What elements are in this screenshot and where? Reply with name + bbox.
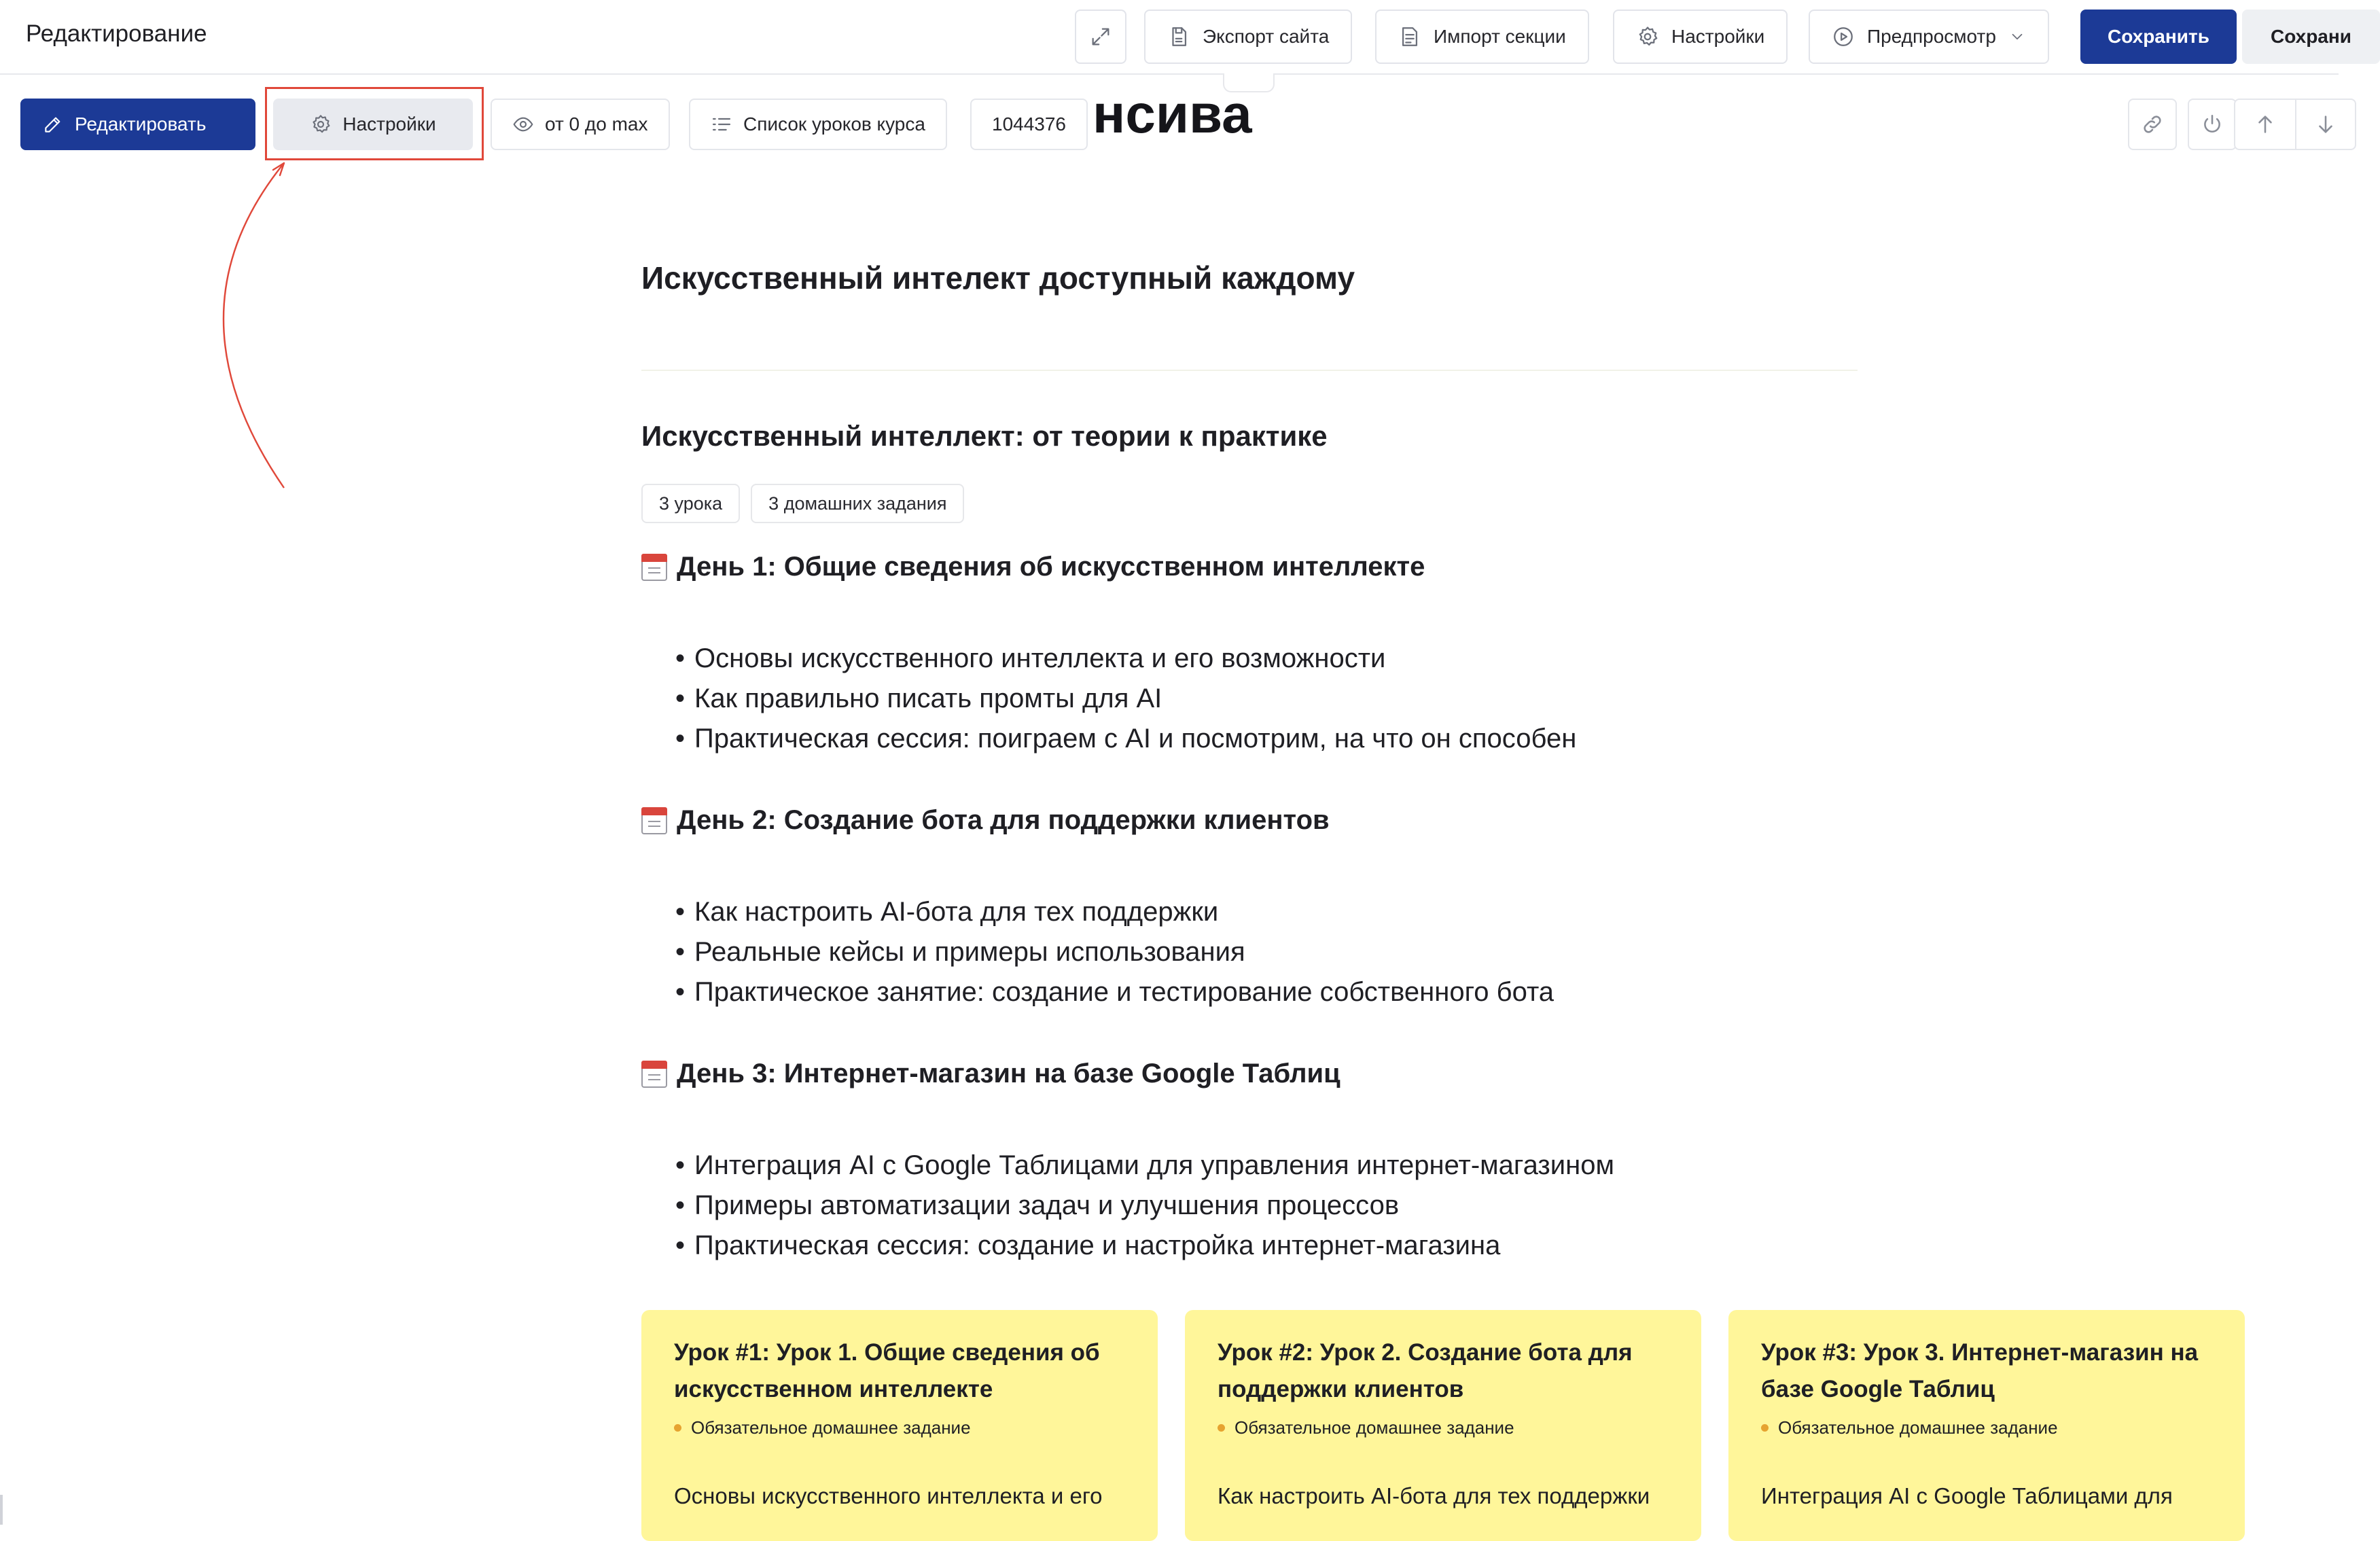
- section-settings-button[interactable]: [273, 99, 473, 150]
- homework-badge-label: Обязательное домашнее задание: [1778, 1417, 2058, 1438]
- list-item: • Интеграция AI с Google Таблицами для управления интернет-магазином: [675, 1146, 1614, 1186]
- link-icon: [2141, 113, 2164, 136]
- reorder-controls: [2234, 99, 2356, 150]
- lesson-title: Урок #3: Урок 3. Интернет-магазин на базе Google Таблиц: [1761, 1339, 2199, 1402]
- day-items: [675, 892, 1554, 1012]
- lesson-description: Как настроить AI-бота для тех поддержки: [1218, 1483, 1650, 1508]
- edit-section-label: Редактировать: [75, 113, 207, 135]
- divider: [641, 370, 1858, 371]
- day-heading: [641, 805, 1330, 836]
- homework-badge: [674, 1417, 1125, 1438]
- save-label: Сохранить: [2108, 26, 2209, 47]
- day-items: [675, 1146, 1614, 1266]
- chevron-down-icon: [2008, 28, 2026, 46]
- expand-button[interactable]: [1075, 10, 1126, 64]
- import-icon: [1398, 25, 1421, 48]
- import-section-label: Импорт секции: [1434, 26, 1566, 47]
- list-item: • Как настроить AI-бота для тех поддержки: [675, 892, 1554, 932]
- toggle-section-button[interactable]: [2188, 99, 2237, 150]
- page-title: Редактирование: [26, 20, 207, 47]
- status-dot: [1218, 1424, 1225, 1432]
- visibility-label: от 0 до max: [545, 113, 648, 135]
- lesson-title: Урок #1: Урок 1. Общие сведения об искусственном интеллекте: [674, 1339, 1100, 1402]
- edit-section-button[interactable]: [20, 99, 255, 150]
- calendar-icon: [641, 554, 667, 581]
- gear-icon: [310, 113, 332, 135]
- save-button[interactable]: [2080, 10, 2237, 64]
- list-item: • Практическая сессия: поиграем с AI и посмотрим, на что он способен: [675, 719, 1576, 759]
- visibility-button[interactable]: [491, 99, 670, 150]
- lesson-card[interactable]: [641, 1310, 1158, 1541]
- gear-icon: [1636, 25, 1659, 48]
- save-secondary-label: Сохрани: [2271, 26, 2351, 47]
- lessons-list-label: Список уроков курса: [743, 113, 925, 135]
- list-item: • Основы искусственного интеллекта и его возможности: [675, 639, 1576, 679]
- course-title: Искусственный интеллект: от теории к практике: [641, 420, 1328, 452]
- section-heading-fragment: нсива: [1093, 84, 1252, 144]
- section-id-label: 1044376: [992, 113, 1067, 135]
- export-site-button[interactable]: [1144, 10, 1352, 64]
- site-settings-button[interactable]: [1613, 10, 1788, 64]
- section-id-button[interactable]: [970, 99, 1088, 150]
- homework-badge-label: Обязательное домашнее задание: [691, 1417, 971, 1438]
- lessons-list-button[interactable]: [689, 99, 947, 150]
- top-bar: [0, 0, 2351, 75]
- day-heading: [641, 552, 1425, 582]
- link-button[interactable]: [2128, 99, 2177, 150]
- lesson-card[interactable]: [1185, 1310, 1701, 1541]
- homework-badge-label: Обязательное домашнее задание: [1235, 1417, 1514, 1438]
- lesson-description: Интеграция AI с Google Таблицами для: [1761, 1483, 2173, 1508]
- annotation-arrow: [204, 156, 306, 496]
- day-title: День 3: Интернет-магазин на базе Google Таблиц: [677, 1059, 1340, 1088]
- export-icon: [1167, 25, 1190, 48]
- eye-icon: [512, 113, 534, 135]
- preview-dropdown[interactable]: [1809, 10, 2049, 64]
- lesson-card[interactable]: [1728, 1310, 2245, 1541]
- expand-icon: [1089, 25, 1112, 48]
- status-dot: [674, 1424, 681, 1432]
- arrow-up-icon: [2254, 113, 2277, 136]
- list-item: • Как правильно писать промты для AI: [675, 679, 1576, 719]
- pencil-icon: [42, 113, 64, 135]
- export-site-label: Экспорт сайта: [1203, 26, 1330, 47]
- save-secondary-button[interactable]: [2242, 10, 2380, 64]
- section-settings-label: Настройки: [342, 113, 436, 135]
- day-title: День 2: Создание бота для поддержки клиентов: [677, 805, 1330, 835]
- list-icon: [711, 113, 732, 135]
- calendar-icon: [641, 807, 667, 834]
- power-icon: [2201, 113, 2224, 136]
- import-section-button[interactable]: [1375, 10, 1589, 64]
- preview-label: Предпросмотр: [1867, 26, 1996, 47]
- status-dot: [1761, 1424, 1769, 1432]
- course-tags: [641, 484, 964, 523]
- play-icon: [1832, 25, 1855, 48]
- calendar-icon: [641, 1061, 667, 1088]
- site-settings-label: Настройки: [1671, 26, 1765, 47]
- day-heading: [641, 1059, 1340, 1089]
- section-subtitle: Искусственный интелект доступный каждому: [641, 260, 1355, 296]
- list-item: • Примеры автоматизации задач и улучшения процессов: [675, 1186, 1614, 1226]
- scrollbar-edge: [0, 1495, 3, 1525]
- homework-badge: [1761, 1417, 2212, 1438]
- day-title: День 1: Общие сведения об искусственном интеллекте: [677, 552, 1425, 582]
- arrow-down-icon: [2314, 113, 2337, 136]
- list-item: • Практическая сессия: создание и настройка интернет-магазина: [675, 1226, 1614, 1266]
- lesson-description: Основы искусственного интеллекта и его: [674, 1483, 1103, 1508]
- list-item: • Практическое занятие: создание и тестирование собственного бота: [675, 972, 1554, 1012]
- list-item: • Реальные кейсы и примеры использования: [675, 932, 1554, 972]
- day-items: [675, 639, 1576, 759]
- lessons-count-tag: 3 урока: [641, 484, 740, 523]
- move-down-button[interactable]: [2295, 100, 2355, 149]
- lesson-cards: [641, 1310, 2245, 1541]
- lesson-title: Урок #2: Урок 2. Создание бота для поддержки клиентов: [1218, 1339, 1633, 1402]
- homework-count-tag: 3 домашних задания: [751, 484, 964, 523]
- move-up-button[interactable]: [2235, 100, 2295, 149]
- homework-badge: [1218, 1417, 1669, 1438]
